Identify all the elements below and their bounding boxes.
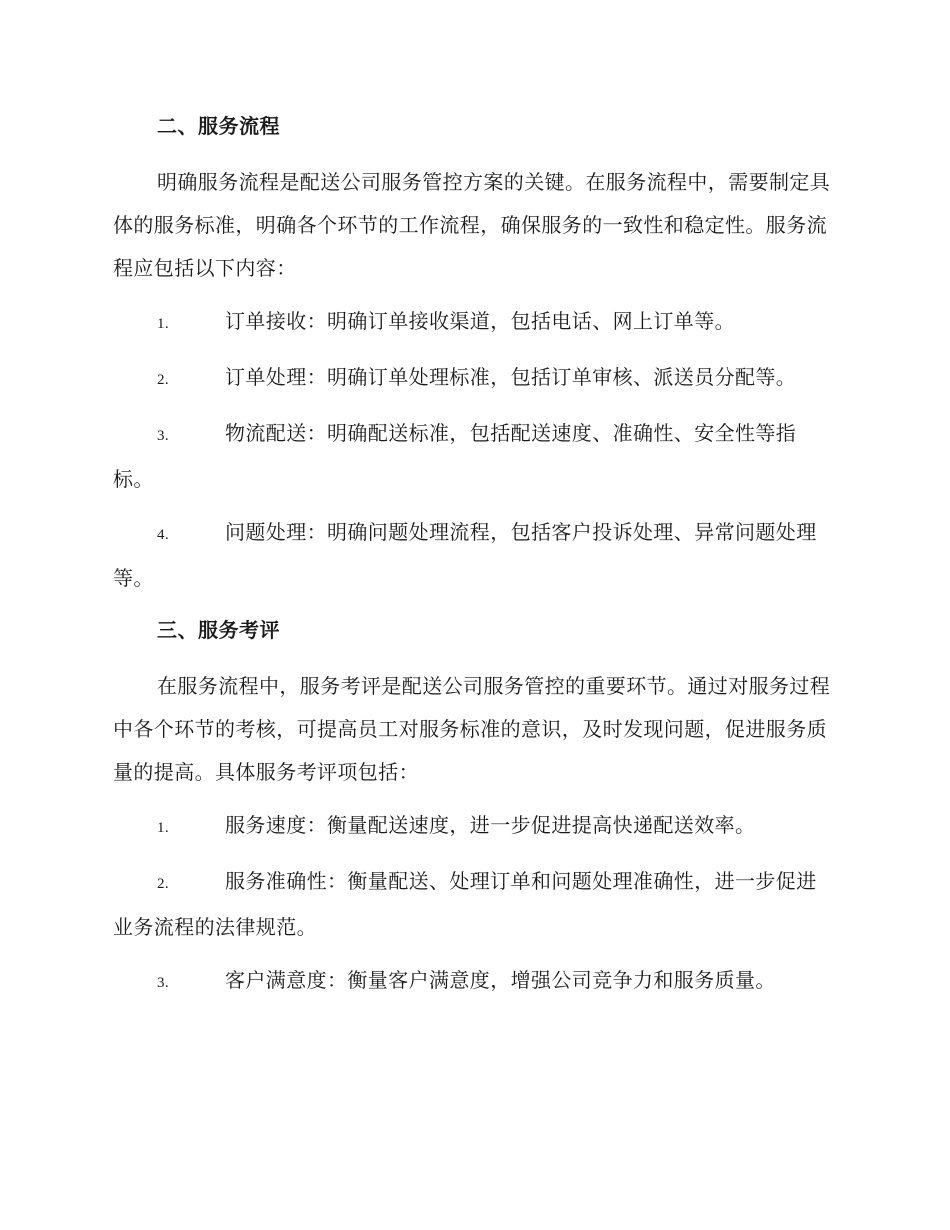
list-item-number: 1. <box>157 316 170 332</box>
list-item-text: 服务速度：衡量配送速度，进一步促进提高快递配送效率。 <box>225 813 756 837</box>
list-item-text: 问题处理：明确问题处理流程，包括客户投诉处理、异常问题处理等。 <box>113 520 817 590</box>
list-item-number: 3. <box>157 975 170 991</box>
section-heading: 三、服务考评 <box>157 618 280 642</box>
list-item <box>113 412 835 501</box>
list-item-number: 2. <box>157 372 170 388</box>
section-intro-paragraph: 在服务流程中，服务考评是配送公司服务管控的重要环节。通过对服务过程中各个环节的考核，可提高员工对服务标准的意识，及时发现问题，促进服务质量的提高。具体服务考评项包括： <box>113 674 831 784</box>
list-item-text: 客户满意度：衡量客户满意度，增强公司竞争力和服务质量。 <box>225 968 776 992</box>
list-item <box>113 860 835 949</box>
list-item-text: 订单处理：明确订单处理标准，包括订单审核、派送员分配等。 <box>225 365 797 389</box>
list-item-text: 物流配送：明确配送标准，包括配送速度、准确性、安全性等指标。 <box>113 421 797 491</box>
list-item <box>113 300 835 346</box>
list-item <box>113 356 835 402</box>
section-heading: 二、服务流程 <box>157 114 280 138</box>
list-item <box>113 959 835 1005</box>
list-item-text: 订单接收：明确订单接收渠道，包括电话、网上订单等。 <box>225 309 735 333</box>
list-item-number: 1. <box>157 820 170 836</box>
list-item-number: 4. <box>157 527 170 543</box>
list-item-number: 2. <box>157 876 170 892</box>
list-item <box>113 511 835 600</box>
list-item <box>113 804 835 850</box>
list-item-text: 服务准确性：衡量配送、处理订单和问题处理准确性，进一步促进业务流程的法律规范。 <box>113 869 817 939</box>
section-intro-paragraph: 明确服务流程是配送公司服务管控方案的关键。在服务流程中，需要制定具体的服务标准，明确各个环节的工作流程，确保服务的一致性和稳定性。服务流程应包括以下内容： <box>113 170 831 280</box>
list-item-number: 3. <box>157 428 170 444</box>
